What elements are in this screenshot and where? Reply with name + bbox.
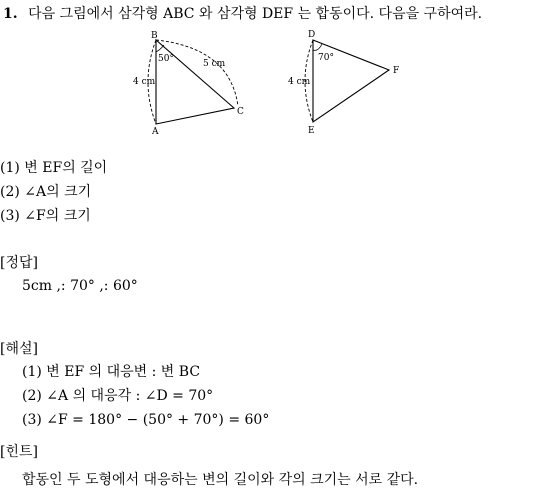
answer-text: 5cm ,: 70° ,: 60° — [22, 278, 138, 294]
triangle-def — [288, 30, 399, 136]
label-b: B — [151, 31, 158, 41]
label-angle-b: 50° — [158, 54, 174, 64]
sub-question-1: (1) 변 EF의 길이 — [0, 160, 108, 176]
hint-text: 합동인 두 도형에서 대응하는 변의 길이와 각의 크기는 서로 같다. — [22, 472, 419, 488]
label-bc-length: 5 cm — [203, 59, 226, 69]
sub-question-3: (3) ∠F의 크기 — [0, 208, 91, 224]
explanation-line-1: (1) 변 EF 의 대응변 : 변 BC — [22, 364, 201, 380]
label-angle-d: 70° — [318, 53, 334, 63]
arc-bc — [156, 40, 238, 106]
figure — [0, 0, 533, 140]
label-f: F — [393, 66, 400, 76]
label-d: D — [308, 30, 316, 40]
explanation-line-3: (3) ∠F = 180° − (50° + 70°) = 60° — [22, 412, 270, 428]
triangle-abc-shape — [156, 40, 234, 124]
hint-heading: [힌트] — [0, 444, 38, 460]
explanation-line-2: (2) ∠A 의 대응각 : ∠D = 70° — [22, 388, 214, 404]
explanation-heading: [해설] — [0, 341, 38, 357]
answer-heading: [정답] — [0, 255, 38, 271]
label-e: E — [308, 126, 315, 136]
sub-question-2: (2) ∠A의 크기 — [0, 184, 92, 200]
angle-b-arc — [156, 45, 164, 52]
question-number: 1. — [3, 6, 18, 22]
label-c: C — [237, 107, 244, 117]
label-a: A — [152, 127, 159, 137]
label-de-length: 4 cm — [288, 77, 311, 87]
question-text: 다음 그림에서 삼각형 ABC 와 삼각형 DEF 는 합동이다. 다음을 구하여라. — [28, 6, 483, 22]
triangle-abc — [133, 31, 244, 137]
angle-d-arc — [313, 44, 322, 50]
label-ab-length: 4 cm — [133, 77, 156, 87]
